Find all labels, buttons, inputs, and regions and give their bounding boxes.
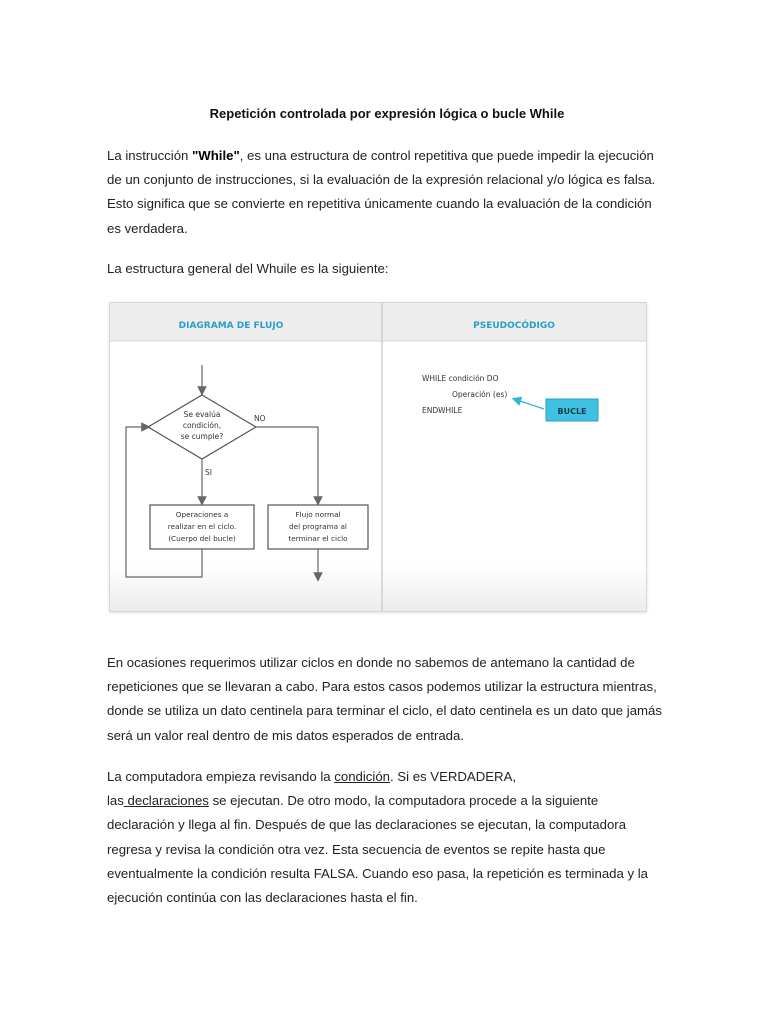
header-pseudocode: PSEUDOCÓDIGO [473,321,555,331]
p4-line1-after: . Si es VERDADERA, [389,769,517,784]
figure-svg [110,303,646,611]
paragraph-structure-intro: La estructura general del Whuile es la siguiente: [107,261,389,276]
box1-text-3: (Cuerpo del bucle) [168,534,236,543]
label-no: NO [254,414,266,423]
while-structure-figure [109,302,647,612]
decision-text-2: condición, [182,421,222,430]
box1-text-2: realizar en el ciclo. [167,522,237,531]
paragraph-while-intro [107,144,667,241]
pseudo-operation-line: Operación (es) [452,390,508,399]
p1-bold-while: "While" [192,148,240,163]
paragraph-sentinel: En ocasiones requerimos utilizar ciclos en donde no sabemos de antemano la cantidad de repeticiones que se llevaran a cabo. Para estos casos podemos utilizar la estructura mientras, donde se utiliza un dato centinela para terminar el ciclo, el dato centinela es un dato que jamás será un valor real dentro de mis datos esperados de entrada. [107,655,662,743]
decision-text-3: se cumple? [180,432,224,441]
bucle-arrow [514,399,544,409]
pseudo-while-line: WHILE condición DO [422,374,499,383]
box2-text-2: del programa al [289,522,347,531]
box2-text-1: Flujo normal [295,510,341,519]
p1-text-after: , es una estructura de control repetitiva que puede impedir la ejecución de un conjunto de instrucciones, si la evaluación de la expresión relacional y/o lógica es falsa. Esto significa que se convierte en repetitiva únicamente cuando la evaluación de la condición es verdadera. [107,148,656,236]
link-condicion[interactable]: condición [334,769,390,784]
p4-line1-before: La computadora empieza revisando la [107,769,335,784]
label-si: SI [205,468,212,477]
p4-line2-before: las [107,793,124,809]
link-declaraciones[interactable]: declaraciones [123,793,209,809]
bucle-label: BUCLE [557,407,587,416]
no-branch-line [256,427,318,501]
document-title: Repetición controlada por expresión lógica o bucle While [209,106,565,121]
box2-text-3: terminar el ciclo [288,534,348,543]
p1-text-before: La instrucción [107,148,193,163]
pseudo-endwhile-line: ENDWHILE [422,406,463,415]
box1-text-1: Operaciones a [175,510,229,519]
header-flowchart: DIAGRAMA DE FLUJO [178,321,284,331]
paragraph-execution [107,765,667,910]
decision-text-1: Se evalúa [183,410,221,419]
p4-rest: se ejecutan. De otro modo, la computadora procede a la siguiente declaración y llega al fin. Después de que las declaraciones se ejecutan, la computadora regresa y revisa la condición otra vez. Esta secuencia de eventos se repite hasta que eventualmente la condición resulta FALSA. Cuando eso pasa, la repetición es terminada y la ejecución continúa con las declaraciones hasta el fin. [107,793,649,906]
